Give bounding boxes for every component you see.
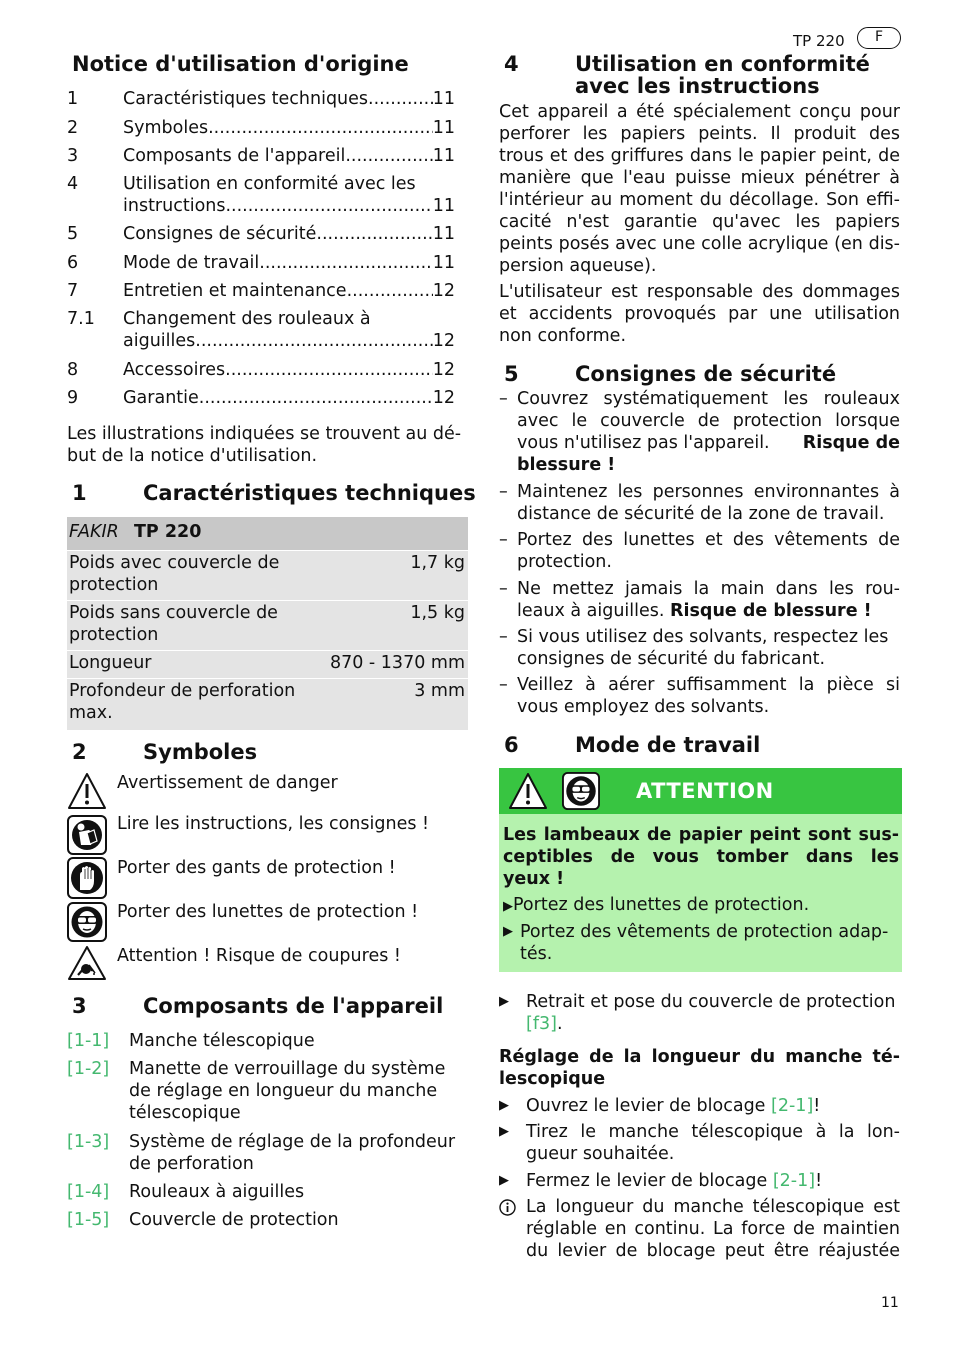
text-line: L'utilisateur est responsable des dommages	[499, 282, 900, 302]
text-line: trous et des griffures dans le papier peint, de	[499, 146, 900, 166]
punctuation: .	[556, 1014, 563, 1034]
step-label-line: tés.	[520, 944, 553, 964]
note-line: but de la notice d'utilisation.	[67, 446, 318, 466]
table-row	[67, 651, 468, 678]
toc-number: 9	[67, 388, 79, 408]
toc-page: 12	[432, 360, 455, 380]
step-label-line: gueur souhaitée.	[526, 1144, 675, 1164]
toc-number: 5	[67, 224, 79, 244]
component-label: Système de réglage de la profondeur	[129, 1132, 456, 1152]
toc-page: 12	[432, 281, 455, 301]
subsection-title-line2: lescopique	[499, 1069, 606, 1089]
toc-label: Symboles	[123, 118, 209, 138]
model-label: TP 220	[793, 32, 845, 50]
section-number: 6	[504, 733, 519, 757]
subsection-title: Réglage de la longueur du manche té-	[499, 1047, 900, 1067]
intended-use-paragraph	[499, 101, 900, 277]
text-line: réglable en continu. La force de maintien	[526, 1219, 900, 1239]
play-arrow-icon: ▶	[503, 924, 513, 939]
symbol-label: Porter des gants de protection !	[117, 858, 396, 878]
text-line: l'intérieur au moment du décollage. Son effi-	[499, 190, 900, 210]
note-line: Les illustrations indiquées se trouvent au dé-	[67, 424, 462, 444]
toc-page: 11	[432, 89, 455, 109]
section-number: 5	[504, 362, 519, 386]
text-line: ceptibles de vous tomber dans les	[503, 847, 899, 867]
figure-reference[interactable]: [f3]	[526, 1014, 557, 1034]
section-number: 2	[72, 740, 87, 764]
document-title: Notice d'utilisation d'origine	[72, 52, 409, 76]
section-title: Mode de travail	[575, 733, 761, 757]
risk-warning-line2: blessure !	[517, 455, 616, 475]
step-label: Fermez le levier de blocage	[526, 1171, 768, 1191]
toc-number: 7	[67, 281, 79, 301]
table-row	[67, 601, 468, 650]
text-line: Si vous utilisez des solvants, respectez les	[517, 627, 889, 647]
play-arrow-icon: ▶	[499, 1173, 509, 1188]
toc-label: instructions	[123, 196, 226, 216]
text-line: non conforme.	[499, 326, 627, 346]
component-label: Manche télescopique	[129, 1031, 315, 1051]
toc-number: 4	[67, 174, 79, 194]
text-line: Maintenez les personnes environnantes à	[517, 482, 900, 502]
toc-label: Consignes de sécurité	[123, 224, 317, 244]
brand-name: FAKIR	[69, 522, 119, 542]
play-arrow-icon: ▶	[503, 899, 513, 914]
text-line: cacité n'est garantie qu'avec les papiers	[499, 212, 900, 232]
step-label: Portez des vêtements de protection adap-	[520, 922, 889, 942]
spec-value: 1,5 kg	[410, 603, 465, 623]
risk-warning: Risque de	[802, 433, 900, 453]
text-line: protection.	[517, 552, 612, 572]
text-line: Cet appareil a été spécialement conçu pour	[499, 102, 900, 122]
warning-triangle-icon	[508, 772, 548, 810]
language-badge-label: F	[874, 29, 884, 45]
figure-reference[interactable]: [1-3]	[67, 1132, 110, 1152]
text-line: perforer les papiers peints. Il produit des	[499, 124, 900, 144]
toc-label: Composants de l'appareil	[123, 146, 346, 166]
play-arrow-icon: ▶	[499, 1124, 509, 1139]
text-line: peints posés avec une colle acrylique (en dis-	[499, 234, 900, 254]
toc-label: Caractéristiques techniques	[123, 89, 369, 109]
safety-goggles-icon	[67, 902, 107, 942]
figure-reference[interactable]: [1-5]	[67, 1210, 110, 1230]
toc-page: 12	[432, 331, 455, 351]
section-title: Caractéristiques techniques	[143, 481, 476, 505]
spec-value: 870 - 1370 mm	[329, 653, 465, 673]
figure-reference[interactable]: [2-1]	[772, 1171, 816, 1191]
section-title: Symboles	[143, 740, 258, 764]
toc-page: 11	[432, 146, 455, 166]
text-line: leaux à aiguilles.	[517, 601, 665, 621]
symbol-item	[67, 944, 468, 980]
warning-triangle-icon	[67, 772, 107, 810]
section-title-line2: avec les instructions	[575, 74, 820, 98]
component-label: Manette de verrouillage du système	[129, 1059, 446, 1079]
cut-hazard-icon	[67, 945, 107, 981]
step-label: Tirez le manche télescopique à la lon-	[526, 1122, 900, 1142]
toc-number: 3	[67, 146, 79, 166]
toc-number: 7.1	[67, 309, 95, 329]
symbol-item	[67, 813, 468, 855]
text-line: Couvrez systématiquement les rouleaux	[517, 389, 900, 409]
illustrations-note	[67, 423, 468, 467]
section-title: Utilisation en conformité	[575, 52, 870, 76]
spec-key: Longueur	[69, 653, 152, 673]
toc-label: Garantie	[123, 388, 199, 408]
text-line: Les lambeaux de papier peint sont sus-	[503, 825, 899, 845]
spec-value: 1,7 kg	[410, 553, 465, 573]
spec-key-line2: max.	[69, 703, 113, 723]
spec-key: Profondeur de perforation	[69, 681, 296, 701]
liability-paragraph	[499, 281, 900, 347]
risk-warning: Risque de blessure !	[670, 601, 872, 621]
text-line: Portez des lunettes et des vêtements de	[517, 530, 900, 550]
language-badge	[857, 27, 901, 49]
step-label: Ouvrez le levier de blocage	[526, 1096, 766, 1116]
section-title: Composants de l'appareil	[143, 994, 444, 1018]
toc-label: Entretien et maintenance	[123, 281, 347, 301]
subsection-heading	[499, 1046, 900, 1090]
attention-warning-text	[503, 824, 899, 890]
play-arrow-icon: ▶	[499, 1098, 509, 1113]
attention-label: ATTENTION	[636, 779, 774, 803]
toc-page: 11	[432, 196, 455, 216]
protective-gloves-icon	[67, 857, 107, 899]
model-name: TP 220	[134, 522, 202, 542]
toc-number: 6	[67, 253, 79, 273]
play-arrow-icon: ▶	[499, 994, 509, 1009]
figure-reference[interactable]: [2-1]	[771, 1096, 814, 1116]
attention-step	[503, 894, 899, 918]
text-line: consignes de sécurité du fabricant.	[517, 649, 826, 669]
toc-page: 12	[432, 388, 455, 408]
component-label: Couvercle de protection	[129, 1210, 339, 1230]
text-line: persion aqueuse).	[499, 256, 657, 276]
toc-page: 11	[432, 224, 455, 244]
table-row	[67, 679, 468, 730]
spec-value: 3 mm	[414, 681, 465, 701]
symbol-label: Avertissement de danger	[117, 773, 338, 793]
text-line: vous n'utilisez pas l'appareil.	[517, 433, 770, 453]
step-label: Retrait et pose du couvercle de protection	[526, 992, 896, 1012]
text-line: manière que l'eau puisse mieux pénétrer à	[499, 168, 900, 188]
component-label-line: télescopique	[129, 1103, 241, 1123]
page-number: 11	[881, 1295, 899, 1311]
toc-label-line1: Utilisation en conformité avec les	[123, 174, 416, 194]
attention-box	[499, 768, 902, 972]
toc-label: Mode de travail	[123, 253, 260, 273]
symbol-label: Lire les instructions, les consignes !	[117, 814, 430, 834]
section-number: 4	[504, 52, 519, 76]
step-label: Portez des lunettes de protection.	[513, 895, 810, 915]
component-label: Rouleaux à aiguilles	[129, 1182, 305, 1202]
text-line: vous employez des solvants.	[517, 697, 770, 717]
text-line: avec le couvercle de protection lorsque	[517, 411, 900, 431]
text-line: et accidents provoqués par une utilisation	[499, 304, 900, 324]
text-line: La longueur du manche télescopique est	[526, 1197, 900, 1217]
toc-number: 1	[67, 89, 79, 109]
text-line: distance de sécurité de la zone de travail.	[517, 504, 885, 524]
text-line: Veillez à aérer suffisamment la pièce si	[517, 675, 900, 695]
symbol-item	[67, 770, 468, 810]
toc-number: 8	[67, 360, 79, 380]
text-line: du levier de blocage peut être réajustée	[526, 1241, 900, 1261]
toc-number: 2	[67, 118, 79, 138]
spec-key: Poids avec couvercle de	[69, 553, 280, 573]
toc-label-line1: Changement des rouleaux à	[123, 309, 371, 329]
spec-key: Poids sans couvercle de	[69, 603, 278, 623]
section-number: 3	[72, 994, 87, 1018]
figure-reference[interactable]: [1-4]	[67, 1182, 110, 1202]
component-label-line: de réglage en longueur du manche	[129, 1081, 438, 1101]
section-title: Consignes de sécurité	[575, 362, 837, 386]
symbol-label: Porter des lunettes de protection !	[117, 902, 419, 922]
table-row	[67, 551, 468, 600]
spec-key-line2: protection	[69, 575, 159, 595]
punctuation: !	[815, 1171, 823, 1191]
symbol-label: Attention ! Risque de coupures !	[117, 946, 401, 966]
figure-reference[interactable]: [1-2]	[67, 1059, 110, 1079]
text-line: Ne mettez jamais la main dans les rou-	[517, 579, 900, 599]
toc-label: Accessoires	[123, 360, 226, 380]
safety-goggles-icon	[561, 772, 601, 810]
figure-reference[interactable]: [1-1]	[67, 1031, 110, 1051]
read-manual-icon	[67, 815, 107, 855]
table-header	[67, 517, 468, 550]
info-icon	[499, 1199, 516, 1216]
symbol-item	[67, 856, 468, 900]
text-line: yeux !	[503, 869, 565, 889]
attention-header	[499, 768, 902, 814]
symbol-item	[67, 900, 468, 944]
component-label-line: de perforation	[129, 1154, 254, 1174]
toc-label: aiguilles	[123, 331, 196, 351]
spec-key-line2: protection	[69, 625, 159, 645]
toc-page: 11	[432, 253, 455, 273]
punctuation: !	[813, 1096, 821, 1116]
section-number: 1	[72, 481, 87, 505]
toc-page: 11	[432, 118, 455, 138]
